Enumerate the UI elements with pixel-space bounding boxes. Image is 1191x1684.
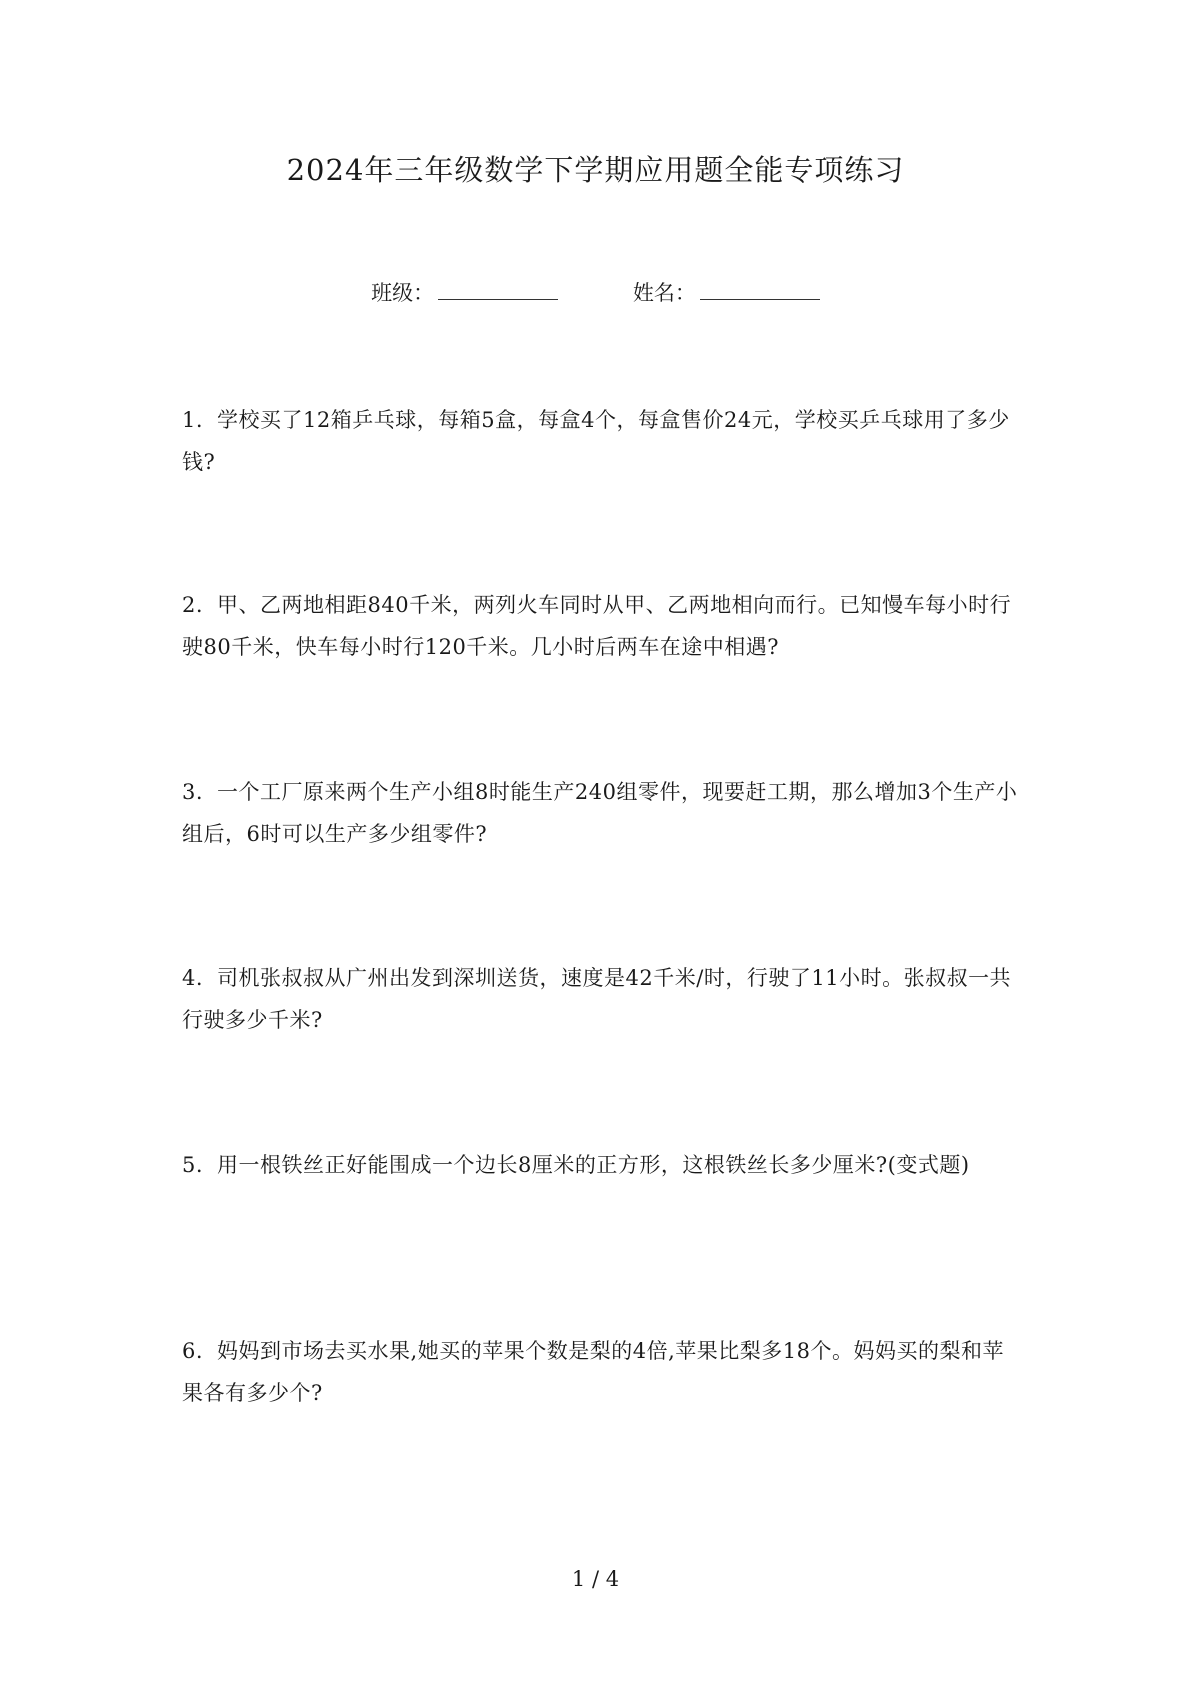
page-number: 1 / 4: [571, 1567, 620, 1591]
student-info: [0, 278, 1191, 308]
question-text: 妈妈到市场去买水果,她买的苹果个数是梨的4倍,苹果比梨多18个。妈妈买的梨和苹果各有多少个?: [182, 1339, 1004, 1405]
question-number: 1.: [182, 408, 204, 432]
name-label: 姓名：: [632, 281, 696, 305]
name-field: [633, 278, 820, 308]
question-number: 4.: [182, 966, 204, 990]
document-title: 2024年三年级数学下学期应用题全能专项练习: [286, 153, 905, 187]
question-5: [182, 1144, 1022, 1186]
name-blank: [700, 279, 820, 300]
question-text: 一个工厂原来两个生产小组8时能生产240组零件，现要赶工期，那么增加3个生产小组后，6时可以生产多少组零件?: [182, 780, 1018, 846]
question-4: [182, 957, 1022, 1041]
class-label: 班级：: [371, 281, 435, 305]
question-2: [182, 584, 1022, 668]
question-text: 甲、乙两地相距840千米，两列火车同时从甲、乙两地相向而行。已知慢车每小时行驶80千米，快车每小时行120千米。几小时后两车在途中相遇?: [182, 593, 1012, 659]
question-text: 用一根铁丝正好能围成一个边长8厘米的正方形，这根铁丝长多少厘米?(变式题): [217, 1153, 970, 1177]
class-field: [371, 278, 558, 308]
question-text: 司机张叔叔从广州出发到深圳送货，速度是42千米/时，行驶了11小时。张叔叔一共行驶多少千米?: [182, 966, 1012, 1032]
question-6: [182, 1330, 1022, 1414]
question-number: 6.: [182, 1339, 204, 1363]
question-text: 学校买了12箱乒乓球，每箱5盒，每盒4个，每盒售价24元，学校买乒乓球用了多少钱?: [182, 408, 1010, 474]
class-blank: [438, 279, 558, 300]
question-number: 2.: [182, 593, 204, 617]
question-3: [182, 771, 1022, 855]
question-number: 5.: [182, 1153, 204, 1177]
question-number: 3.: [182, 780, 204, 804]
question-1: [182, 399, 1022, 483]
